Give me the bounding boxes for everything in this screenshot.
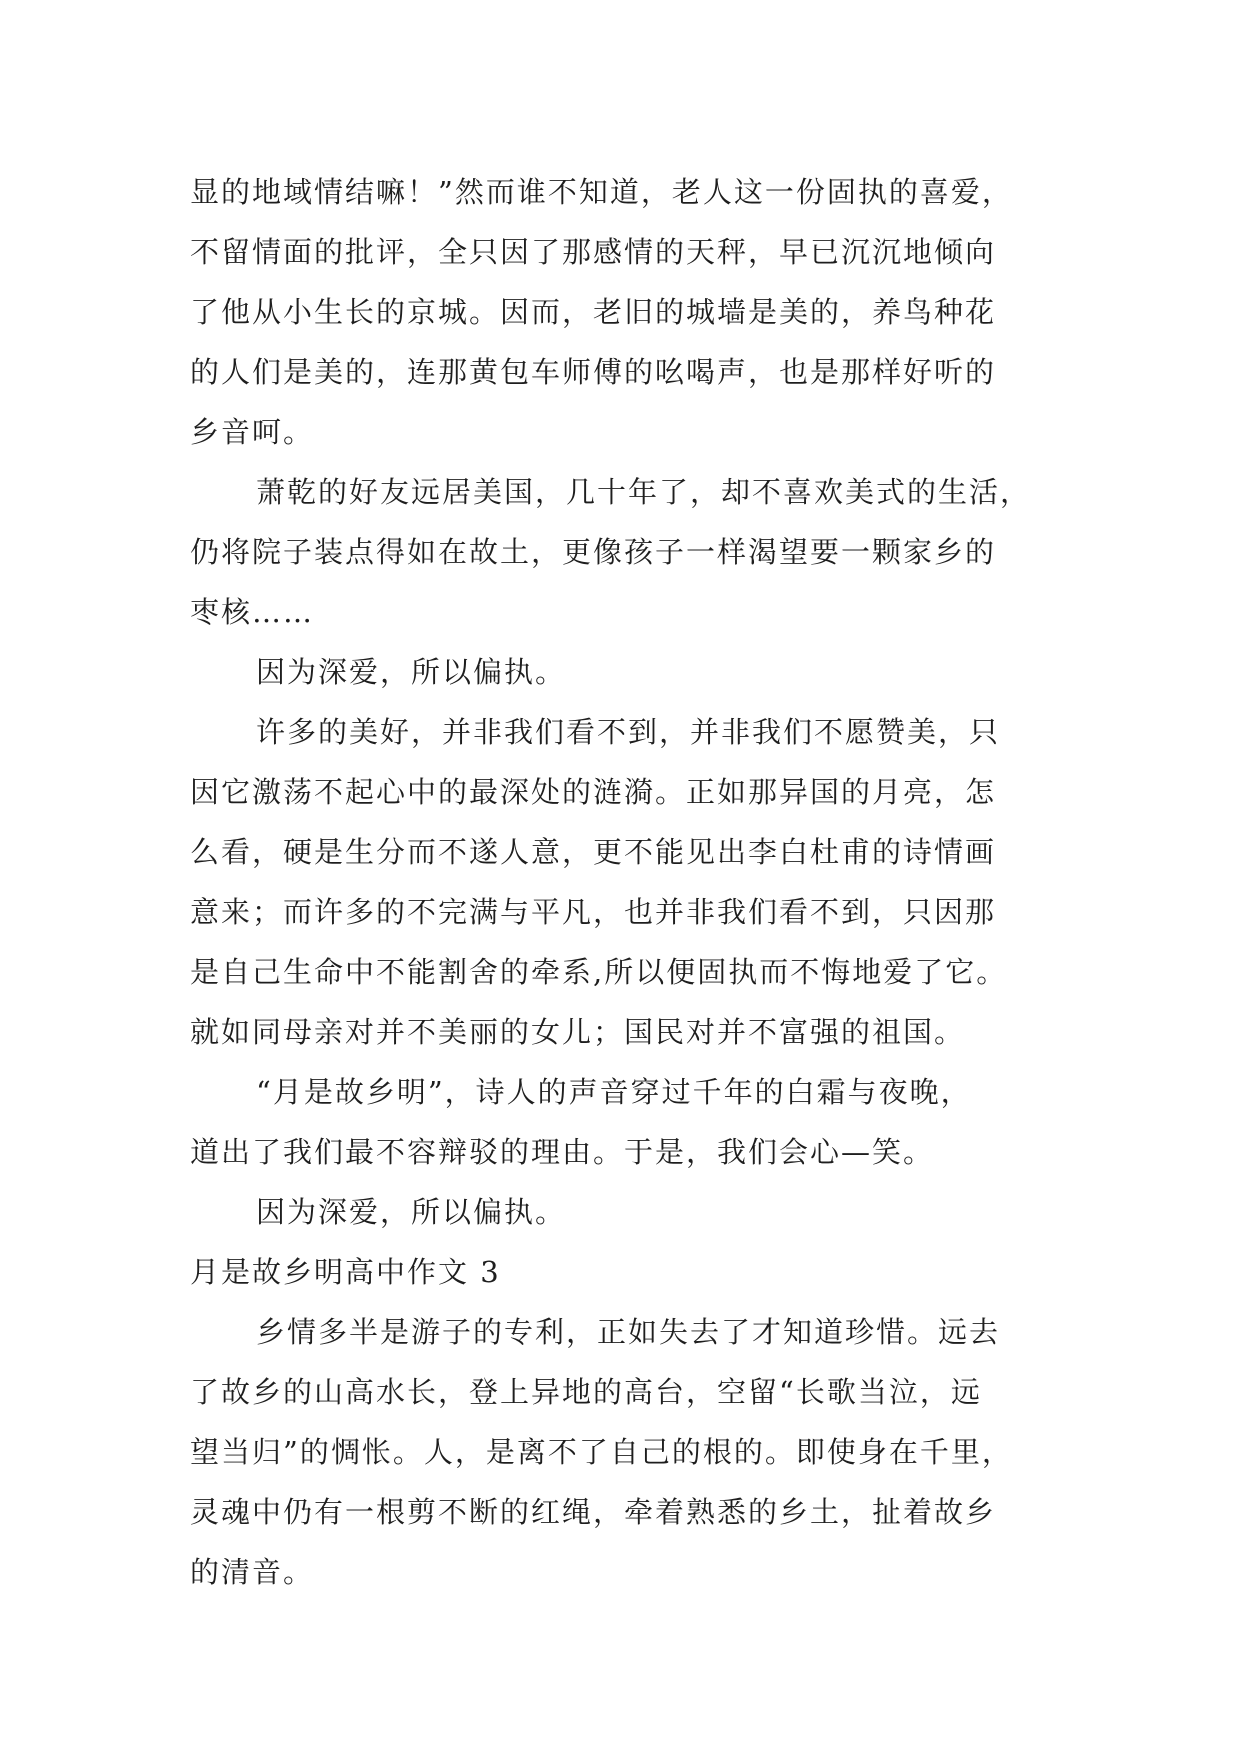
text-line: 了他从小生长的京城。因而，老旧的城墙是美的，养鸟种花 bbox=[190, 295, 997, 329]
text-line: 显的地域情结嘛！”然而谁不知道，老人这一份固执的喜爱， bbox=[190, 175, 1013, 209]
text-line: 道出了我们最不容辩驳的理由。于是，我们会心—笑。 bbox=[190, 1135, 935, 1169]
text-line: 许多的美好，并非我们看不到，并非我们不愿赞美，只 bbox=[256, 715, 1001, 749]
text-line: 因为深爱，所以偏执。 bbox=[256, 1195, 567, 1229]
text-line: 萧乾的好友远居美国，几十年了，却不喜欢美式的生活， bbox=[256, 475, 1032, 509]
text-line: 灵魂中仍有一根剪不断的红绳，牵着熟悉的乡土，扯着故乡 bbox=[190, 1495, 997, 1529]
text-line: 么看，硬是生分而不遂人意，更不能见出李白杜甫的诗情画 bbox=[190, 835, 997, 869]
text-line: 是自己生命中不能割舍的牵系,所以便固执而不悔地爱了它。 bbox=[190, 955, 1008, 989]
text-line: 乡音呵。 bbox=[190, 415, 315, 449]
text-line: 仍将院子装点得如在故土，更像孩子一样渴望要一颗家乡的 bbox=[190, 535, 997, 569]
section-heading: 月是故乡明高中作文 3 bbox=[190, 1255, 501, 1289]
essay-text bbox=[190, 162, 1070, 1602]
text-line: 枣核…… bbox=[190, 595, 315, 629]
text-line: 就如同母亲对并不美丽的女儿；国民对并不富强的祖国。 bbox=[190, 1015, 966, 1049]
text-line: 意来；而许多的不完满与平凡，也并非我们看不到，只因那 bbox=[190, 895, 997, 929]
text-line: 因它激荡不起心中的最深处的涟漪。正如那异国的月亮，怎 bbox=[190, 775, 997, 809]
text-line: 了故乡的山高水长，登上异地的高台，空留“长歌当泣，远 bbox=[190, 1375, 982, 1409]
text-line: 望当归”的惆怅。人，是离不了自己的根的。即使身在千里， bbox=[190, 1435, 1013, 1469]
text-line: 不留情面的批评，全只因了那感情的天秤，早已沉沉地倾向 bbox=[190, 235, 997, 269]
text-line: 的人们是美的，连那黄包车师傅的吆喝声，也是那样好听的 bbox=[190, 355, 997, 389]
text-line: 因为深爱，所以偏执。 bbox=[256, 655, 567, 689]
text-line: 的清音。 bbox=[190, 1555, 315, 1589]
text-line: 乡情多半是游子的专利，正如失去了才知道珍惜。远去 bbox=[256, 1315, 1001, 1349]
text-line: “月是故乡明”，诗人的声音穿过千年的白霜与夜晚， bbox=[256, 1075, 972, 1109]
